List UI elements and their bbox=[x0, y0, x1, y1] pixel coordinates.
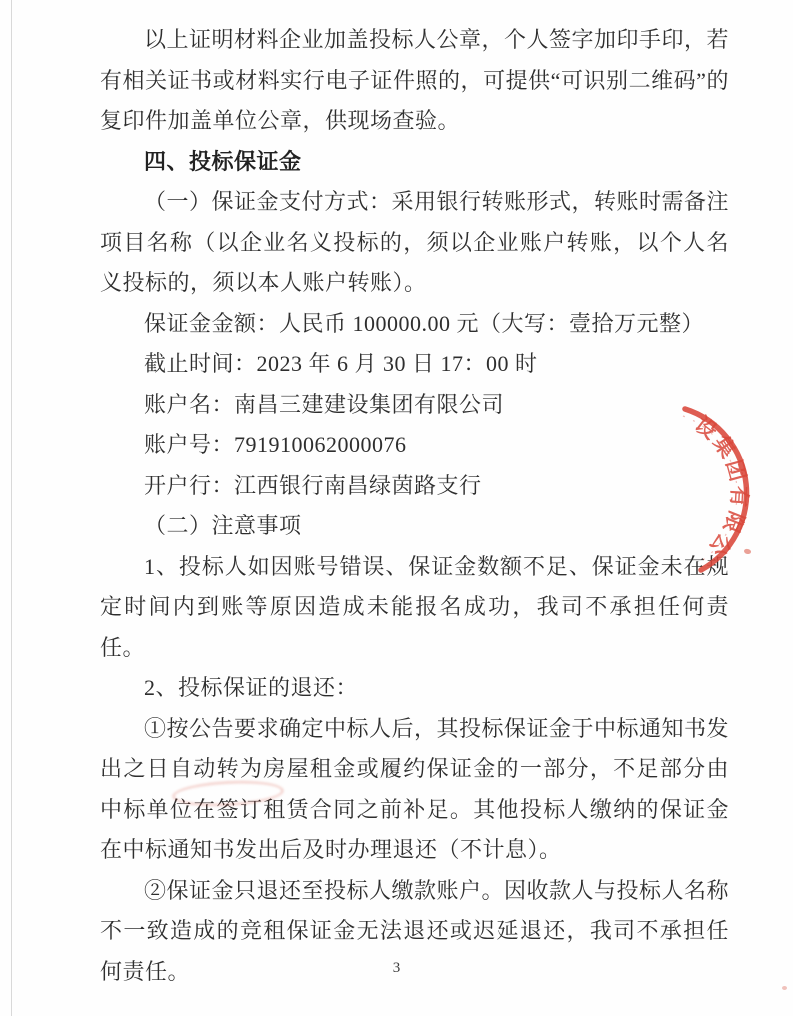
section-heading-bid-security: 四、投标保证金 bbox=[144, 148, 302, 174]
paragraph-note-1: 1、投标人如因账号错误、保证金数额不足、保证金未在规定时间内到账等原因造成未能报名成功，我司不承担任何责任。 bbox=[100, 553, 729, 660]
paragraph-refund-rule-1: ①按公告要求确定中标人后，其投标保证金于中标通知书发出之日自动转为房屋租金或履约保证金的一部分，不足部分由中标单位在签订租赁合同之前补足。其他投标人缴纳的保证金在中标通知书发出后及时办理退还（不计息）。 bbox=[100, 715, 730, 862]
line-notes-heading: （二）注意事项 bbox=[144, 513, 302, 538]
paragraph-certificates-note: 以上证明材料企业加盖投标人公章，个人签字加印手印，若有相关证书或材料实行电子证件照的，可提供“可识别二维码”的复印件加盖单位公章，供现场查验。 bbox=[100, 27, 730, 133]
line-account-number: 账户号：791910062000076 bbox=[144, 432, 407, 457]
seal-arc-text: 设集团有限公 bbox=[690, 412, 752, 563]
line-deposit-amount: 保证金金额：人民币 100000.00 元（大写：壹拾万元整） bbox=[144, 310, 705, 336]
paragraph-payment-method: （一）保证金支付方式：采用银行转账形式，转账时需备注项目名称（以企业名义投标的，须以企业账户转账，以个人名义投标的，须以本人账户转账）。 bbox=[100, 189, 730, 295]
line-deadline: 截止时间：2023 年 6 月 30 日 17：00 时 bbox=[144, 351, 538, 376]
document-body bbox=[100, 20, 729, 992]
red-ink-speck-small bbox=[782, 986, 787, 990]
scan-edge-artifact bbox=[11, 0, 12, 1016]
line-note-2-refund: 2、投标保证的退还： bbox=[144, 675, 359, 700]
line-bank-branch: 开户行：江西银行南昌绿茵路支行 bbox=[144, 472, 482, 498]
paragraph-refund-rule-2: ②保证金只退还至投标人缴款账户。因收款人与投标人名称不一致造成的竞租保证金无法退还或迟延退还，我司不承担任何责任。 bbox=[100, 877, 730, 984]
line-account-name: 账户名：南昌三建建设集团有限公司 bbox=[144, 391, 505, 417]
red-ink-speck bbox=[743, 548, 751, 555]
page-number: 3 bbox=[392, 960, 401, 976]
